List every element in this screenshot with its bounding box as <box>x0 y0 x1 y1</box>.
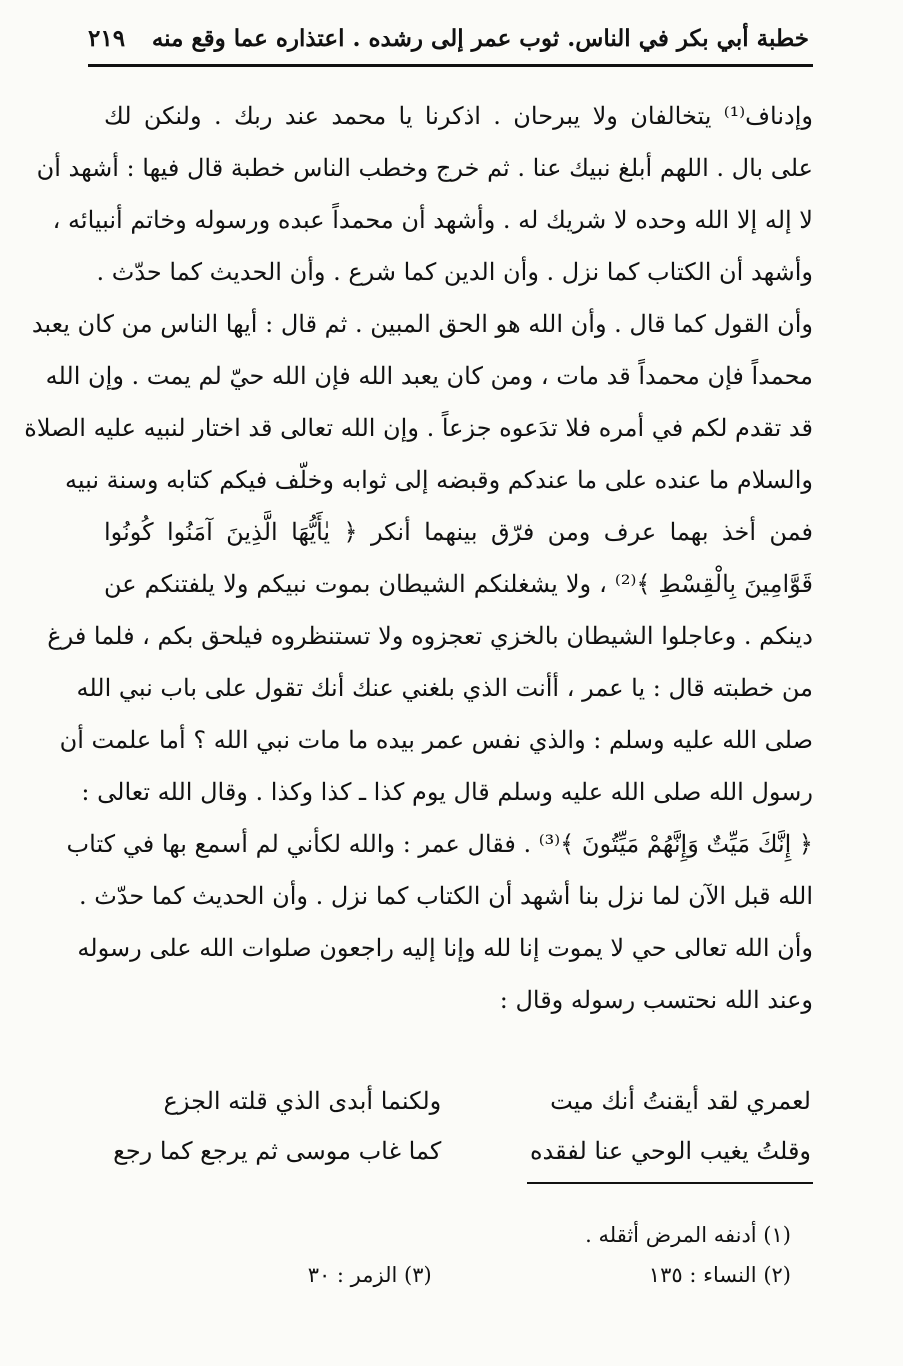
header-rule <box>88 64 813 67</box>
text-line: وأشهد أن الكتاب كما نزل . وأن الدين كما شرع . وأن الحديث كما حدّث . <box>96 258 813 286</box>
text-line: فمن أخذ بهما عرف ومن فرّق بينهما أنكر ﴿ يٰأَيُّهَا الَّذِينَ آمَنُوا كُونُوا <box>104 518 813 546</box>
text-line: من خطبته قال : يا عمر ، أأنت الذي بلغني عنك أنك تقول على باب نبي الله <box>76 674 813 702</box>
footnotes <box>100 1215 791 1295</box>
poem <box>100 1076 811 1176</box>
footnote-3: (٣) الزمر : ٣٠ <box>307 1263 432 1287</box>
poem-verse <box>100 1126 811 1176</box>
text-line: قد تقدم لكم في أمره فلا تدَعوه جزعاً . وإن الله تعالى قد اختار لنبيه عليه الصلاة <box>24 414 813 442</box>
text-line: وإدناف⁽¹⁾ يتخالفان ولا يبرحان . اذكرنا يا محمد عند ربك . ولنكن لك <box>104 102 813 130</box>
verse-second-hemistich: كما غاب موسى ثم يرجع كما رجع <box>113 1137 442 1165</box>
verse-first-hemistich: وقلتُ يغيب الوحي عنا لفقده <box>529 1137 811 1165</box>
poem-verse <box>100 1076 811 1126</box>
text-line: قَوَّامِينَ بِالْقِسْطِ ﴾⁽²⁾ ، ولا يشغلنكم الشيطان بموت نبيكم ولا يلفتنكم عن <box>104 570 813 598</box>
running-header <box>88 16 809 60</box>
text-line: وعند الله نحتسب رسوله وقال : <box>499 986 813 1014</box>
text-line: ﴿ إِنَّكَ مَيِّتٌ وَإِنَّهُمْ مَيِّتُونَ ﴾⁽³⁾ . فقال عمر : والله لكأني لم أسمع بها في كتاب <box>66 830 813 858</box>
text-line: وأن الله تعالى حي لا يموت إنا لله وإنا إليه راجعون صلوات الله على رسوله <box>77 934 813 962</box>
footnote-row <box>100 1255 791 1295</box>
text-line: والسلام ما عنده على ما عندكم وقبضه إلى ثوابه وخلّف فيكم كتابه وسنة نبيه <box>64 466 813 494</box>
text-line: دينكم . وعاجلوا الشيطان بالخزي تعجزوه ولا تستنظروه فيلحق بكم ، فلما فرغ <box>47 622 813 650</box>
footnote-rule <box>527 1182 813 1184</box>
body-text <box>24 90 813 1026</box>
running-title: خطبة أبي بكر في الناس. ثوب عمر إلى رشده . اعتذاره عما وقع منه <box>151 24 809 52</box>
footnote-2: (٢) النساء : ١٣٥ <box>648 1263 791 1287</box>
page-number: ٢١٩ <box>88 24 126 52</box>
text-line: لا إله إلا الله وحده لا شريك له . وأشهد أن محمداً عبده ورسوله وخاتم أنبيائه ، <box>52 206 813 234</box>
text-line: محمداً فإن محمداً قد مات ، ومن كان يعبد الله فإن الله حيّ لم يمت . وإن الله <box>45 362 813 390</box>
verse-second-hemistich: ولكنما أبدى الذي قلته الجزع <box>163 1087 442 1115</box>
verse-first-hemistich: لعمري لقد أيقنتُ أنك ميت <box>550 1087 811 1115</box>
text-line: الله قبل الآن لما نزل بنا أشهد أن الكتاب كما نزل . وأن الحديث كما حدّث . <box>78 882 813 910</box>
text-line: وأن القول كما قال . وأن الله هو الحق المبين . ثم قال : أيها الناس من كان يعبد <box>31 310 813 338</box>
text-line: صلى الله عليه وسلم : والذي نفس عمر بيده ما مات نبي الله ؟ أما علمت أن <box>59 726 813 754</box>
footnote-1: (١) أدنفه المرض أثقله . <box>585 1223 791 1247</box>
footnote-row <box>100 1215 791 1255</box>
text-line: رسول الله صلى الله عليه وسلم قال يوم كذا ـ كذا وكذا . وقال الله تعالى : <box>81 778 813 806</box>
text-line: على بال . اللهم أبلغ نبيك عنا . ثم خرج وخطب الناس خطبة قال فيها : أشهد أن <box>36 154 813 182</box>
